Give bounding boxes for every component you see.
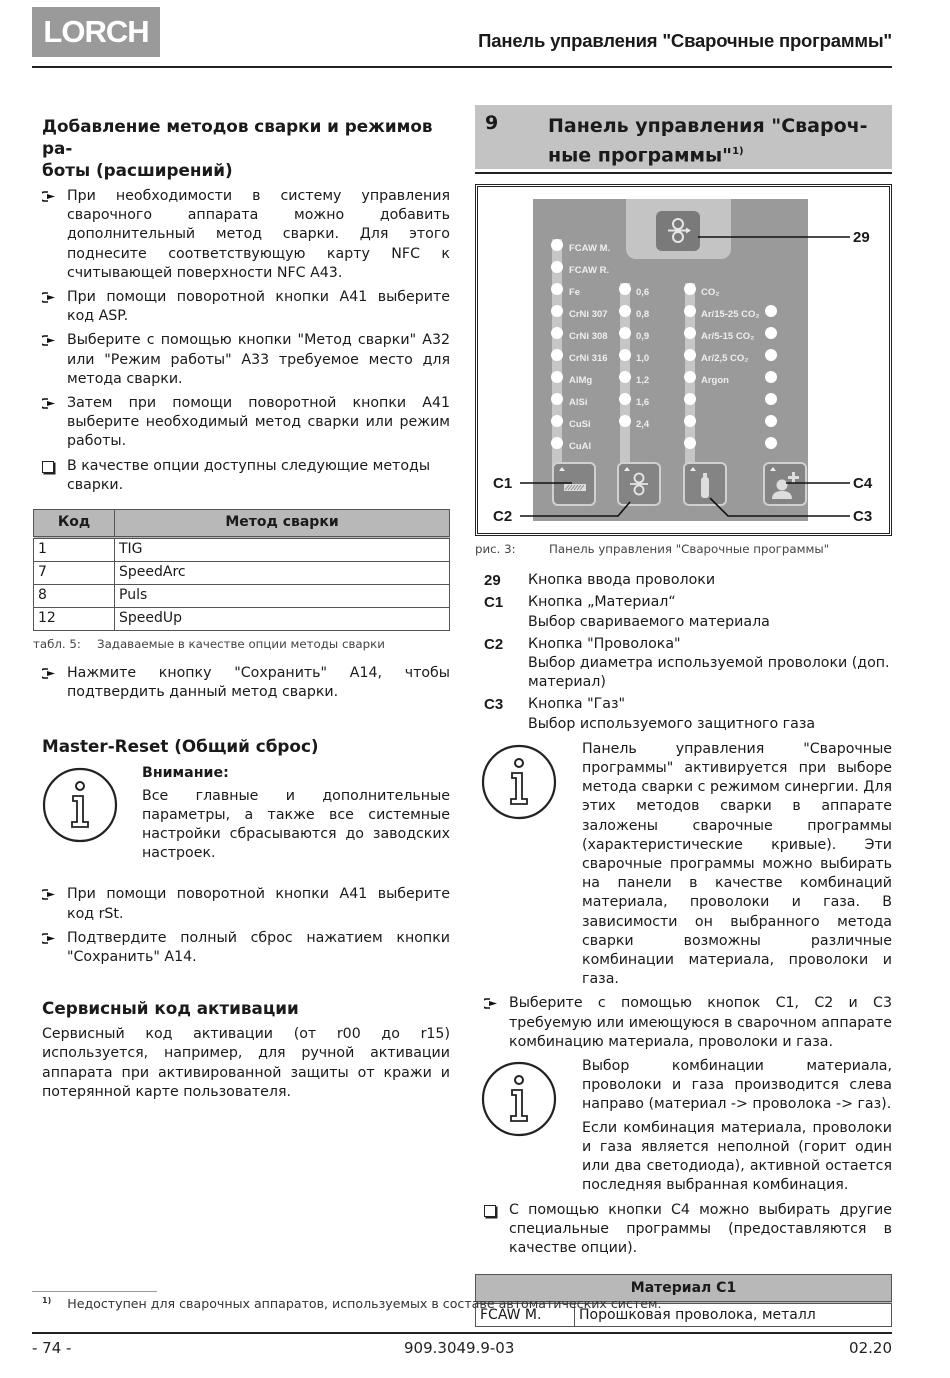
gas-label: Argon (701, 375, 729, 386)
checkbox-bullet-icon (42, 457, 60, 479)
legend-item (475, 695, 892, 733)
left-column (33, 115, 450, 1102)
caption-label: рис. 3: (475, 542, 516, 556)
figure-caption (475, 540, 892, 559)
info-icon (42, 765, 122, 845)
chapter-title (548, 113, 888, 168)
cell-material-code: FCAW M. (476, 1303, 575, 1327)
step-item (42, 394, 450, 452)
info-text: Выбор комбинации материала, проволоки и газа производится слева направо (материал -> проволока -> газ). (582, 1058, 892, 1113)
callout-c2: C2 (493, 508, 513, 525)
arrow-bullet-icon (42, 664, 60, 685)
step-item (42, 331, 450, 389)
material-label: Fe (569, 287, 581, 298)
wire-label: 2,4 (636, 419, 650, 430)
control-panel-figure (475, 184, 892, 536)
info-block-synergy (475, 740, 892, 990)
arrow-bullet-icon (42, 187, 60, 208)
note-text: В качестве опции доступны следующие методы сварки. (67, 457, 431, 493)
attention-block (42, 763, 450, 864)
legend-key: 29 (484, 572, 501, 590)
note-item (475, 1201, 892, 1259)
arrow-bullet-icon (484, 994, 502, 1015)
note-item (42, 457, 450, 495)
methods-table-wrap (33, 509, 450, 654)
wire-label: 0,6 (636, 287, 650, 298)
footer-divider (32, 1332, 892, 1334)
gas-label: Ar/5-15 CO₂ (701, 331, 755, 342)
footnote (42, 1296, 661, 1311)
cell-code: 7 (34, 562, 115, 585)
info-icon (481, 742, 561, 822)
step-text: При помощи поворотной кнопки A41 выберите код ASP. (67, 289, 450, 325)
cell-code: 1 (34, 538, 115, 562)
cell-method: SpeedArc (115, 562, 450, 585)
step-text: При необходимости в систему управления сварочного аппарата можно добавить дополнительный метод сварки. Для этого поднесите соответствующую карту NFC к считывающей поверхности NFC A43. (67, 188, 450, 281)
step-item (475, 994, 892, 1052)
caption-label: табл. 5: (33, 637, 81, 652)
step-text: Затем при помощи поворотной кнопки A41 выберите необходимый метод сварки или режим работы. (67, 395, 450, 450)
document-date: 02.20 (849, 1339, 892, 1357)
header-divider (32, 66, 892, 68)
material-label: AlSi (569, 397, 588, 408)
cell-material-desc: Порошковая проволока, металл (575, 1303, 892, 1327)
legend-desc: Выбор диаметра используемой проволоки (доп. материал) (528, 655, 890, 691)
wire-label: 0,8 (636, 309, 650, 320)
gas-label: CO₂ (701, 287, 720, 298)
section-title-extensions (42, 115, 450, 181)
step-item (42, 187, 450, 283)
legend-key: C2 (484, 635, 504, 653)
gas-label: Ar/2,5 CO₂ (701, 353, 749, 364)
legend-item (475, 635, 892, 693)
step-text: Выберите с помощью кнопок C1, C2 и C3 требуемую или имеющуюся в сварочном аппарате комбинацию материала, проволоки и газа. (509, 995, 892, 1050)
material-label: CrNi 308 (569, 331, 608, 342)
col-header-code: Код (34, 510, 115, 538)
footnote-text: Недоступен для сварочных аппаратов, используемых в составе автоматических систем. (67, 1296, 662, 1312)
document-number: 909.3049.9-03 (404, 1339, 515, 1357)
callout-leader-lines (478, 187, 889, 533)
running-header-title: Панель управления "Сварочные программы" (478, 30, 892, 51)
legend-key: C1 (484, 594, 504, 612)
material-label: CuSi (569, 419, 591, 430)
cell-method: TIG (115, 538, 450, 562)
chapter-number: 9 (485, 112, 499, 134)
wire-label: 1,2 (636, 375, 650, 386)
table-row (34, 585, 450, 608)
callout-c4: C4 (853, 475, 873, 492)
checkbox-bullet-icon (484, 1201, 502, 1223)
step-text: Нажмите кнопку "Сохранить" A14, чтобы подтвердить данный метод сварки. (67, 665, 450, 701)
legend-item (475, 571, 892, 590)
step-item (42, 885, 450, 923)
title-line: ные программы" (548, 144, 733, 167)
section-title-master-reset: Master-Reset (Общий сброс) (42, 735, 319, 756)
legend-desc: Выбор используемого защитного газа (528, 715, 816, 732)
material-label: CrNi 316 (569, 353, 608, 364)
footnote-mark: 1) (42, 1296, 52, 1305)
welding-methods-table (33, 509, 450, 631)
legend-title: Кнопка "Проволока" (528, 635, 681, 652)
service-code-text: Сервисный код активации (от r00 до r15) используется, например, для ручной активации аппарата при активированной защиты от кражи и потерянной карте пользователя. (42, 1026, 450, 1100)
arrow-bullet-icon (42, 331, 60, 352)
cell-code: 12 (34, 608, 115, 631)
legend-title: Кнопка „Материал“ (528, 594, 676, 611)
step-item (42, 664, 450, 702)
wire-label: 1,6 (636, 397, 650, 408)
title-line: Добавление методов сварки и режимов ра- (42, 116, 433, 158)
info-text: Панель управления "Сварочные программы" активируется при выборе метода сварки с режимом синергии. Для этих методов сварки в аппарате заложены сварочные программы (характеристические кривые). Эти сварочные программы можно выбирать на панели в качестве комбинаций материала, проволоки и газа. В зависимости он выбранного метода сварки возможны различные комбинации материала, проволоки и газа. (582, 740, 892, 988)
wire-label: 0,9 (636, 331, 650, 342)
table-header: Материал C1 (476, 1275, 892, 1303)
arrow-bullet-icon (42, 929, 60, 950)
material-label: FCAW R. (569, 265, 610, 276)
callout-c3: C3 (853, 508, 873, 525)
legend-key: C3 (484, 696, 504, 714)
lorch-logo: LORCH (32, 7, 160, 57)
attention-text: Все главные и дополнительные параметры, а также все системные настройки сбрасываются до заводских настроек. (142, 787, 450, 862)
gas-label: Ar/15-25 CO₂ (701, 309, 760, 320)
section-title-service-code: Сервисный код активации (42, 998, 299, 1019)
cell-code: 8 (34, 585, 115, 608)
table-caption (33, 635, 450, 654)
wire-label: 1,0 (636, 353, 650, 364)
material-label: CuAl (569, 441, 592, 452)
note-text: С помощью кнопки C4 можно выбирать другие специальные программы (предоставляются в качестве опции). (509, 1201, 892, 1256)
material-label: AlMg (569, 375, 593, 386)
arrow-bullet-icon (42, 394, 60, 415)
legend-title: Кнопка ввода проволоки (528, 572, 716, 589)
material-label: FCAW M. (569, 243, 611, 254)
step-item (42, 288, 450, 326)
legend-item (475, 593, 892, 631)
footnote-divider (32, 1291, 157, 1292)
arrow-bullet-icon (42, 288, 60, 309)
table-row (34, 608, 450, 631)
chapter-heading (475, 105, 892, 169)
legend-desc: Выбор свариваемого материала (528, 613, 770, 630)
cell-method: SpeedUp (115, 608, 450, 631)
caption-text: Панель управления "Сварочные программы" (549, 542, 830, 556)
caption-text: Задаваемые в качестве опции методы сварки (97, 637, 385, 652)
chapter-rule (475, 172, 892, 174)
col-header-method: Метод сварки (115, 510, 450, 538)
cell-method: Puls (115, 585, 450, 608)
step-text: Подтвердите полный сброс нажатием кнопки "Сохранить" A14. (67, 929, 450, 966)
step-text: При помощи поворотной кнопки A41 выберите код rSt. (67, 886, 450, 922)
material-label: CrNi 307 (569, 309, 608, 320)
title-line: боты (расширений) (42, 160, 233, 180)
info-block-combination (475, 1057, 892, 1195)
legend-title: Кнопка "Газ" (528, 696, 626, 713)
right-column (475, 105, 892, 1327)
callout-c1: C1 (493, 475, 513, 492)
info-text: Если комбинация материала, проволоки и газа является неполной (горит один или два светодиода), активной остается последняя выбранная комбинация. (582, 1119, 892, 1194)
page-number: - 74 - (32, 1339, 72, 1357)
callout-29: 29 (853, 229, 870, 246)
footnote-ref: 1) (732, 146, 744, 157)
step-text: Выберите с помощью кнопки "Метод сварки" A32 или "Режим работы" A33 требуемое место для метода сварки. (67, 332, 450, 387)
figure-legend (475, 571, 892, 734)
table-row (34, 538, 450, 562)
title-line: Панель управления "Свароч- (548, 115, 868, 137)
attention-label: Внимание: (142, 764, 229, 781)
info-icon (481, 1059, 561, 1139)
table-row (34, 562, 450, 585)
step-item (42, 929, 450, 967)
arrow-bullet-icon (42, 885, 60, 906)
